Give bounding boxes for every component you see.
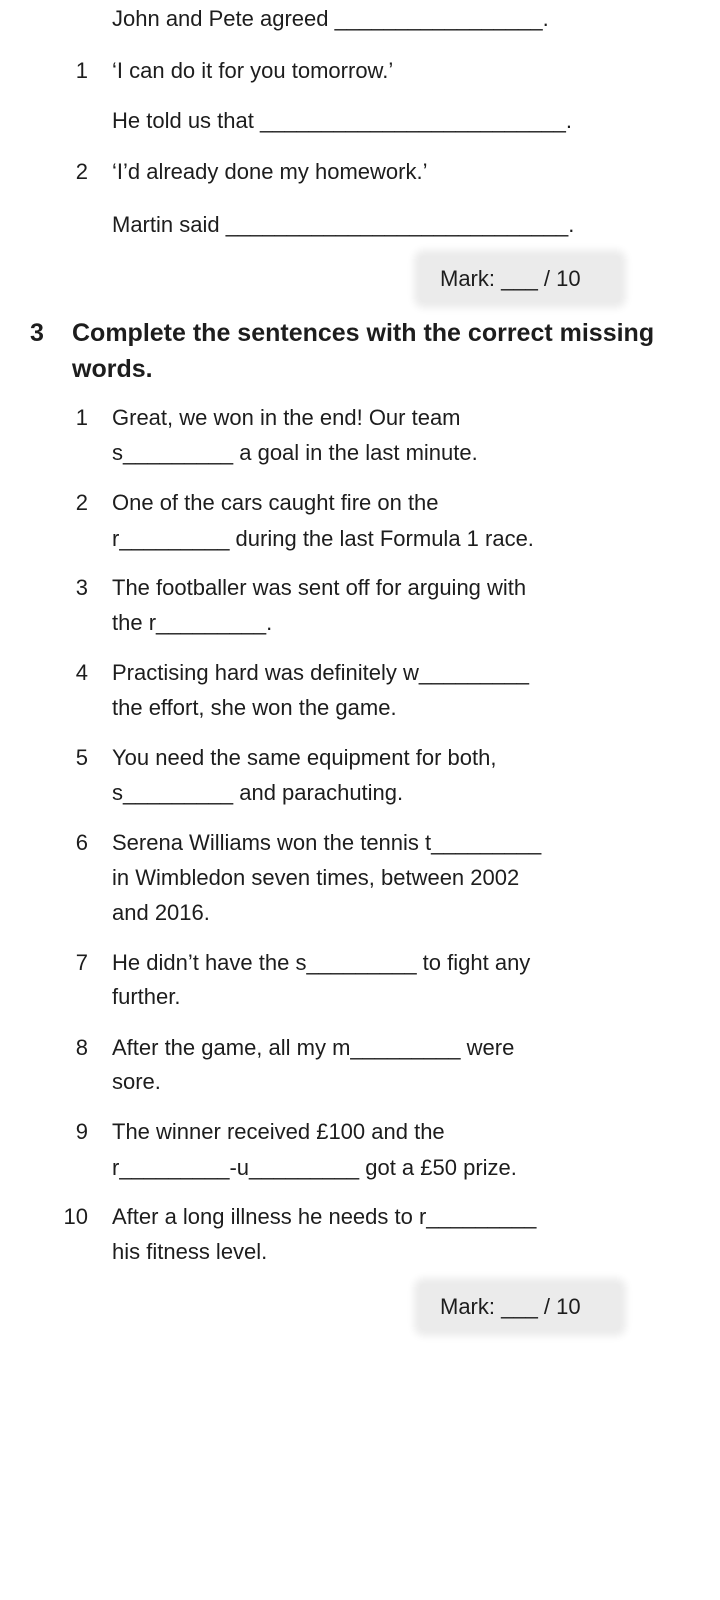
sentence-line: s_________ a goal in the last minute. <box>112 440 478 465</box>
answer-line: Martin said ____________________________. <box>112 212 575 237</box>
section-title: Complete the sentences with the correct missing words. <box>72 319 655 383</box>
item-number: 5 <box>75 745 88 770</box>
item-number: 8 <box>75 1035 88 1060</box>
sentence-line: The winner received £100 and the <box>112 1119 445 1144</box>
item-number: 6 <box>75 830 88 855</box>
sentence-line: Serena Williams won the tennis t_________ <box>112 830 542 855</box>
sentence-line: Practising hard was definitely w_________ <box>112 660 530 685</box>
item-number: 4 <box>75 660 88 685</box>
item-number: 1 <box>75 58 88 83</box>
quote-line: ‘I can do it for you tomorrow.’ <box>112 58 394 83</box>
sentence-line: his fitness level. <box>112 1239 268 1264</box>
answer-line: He told us that _________________________. <box>112 108 572 133</box>
sentence-line: the effort, she won the game. <box>112 695 397 720</box>
sentence-line: in Wimbledon seven times, between 2002 <box>112 865 520 890</box>
mark-box <box>420 256 620 302</box>
quote-line: ‘I’d already done my homework.’ <box>112 159 428 184</box>
sentence-line: r_________-u_________ got a £50 prize. <box>112 1155 517 1180</box>
item-number: 1 <box>75 405 88 430</box>
sentence-line: After the game, all my m_________ were <box>112 1035 515 1060</box>
item-number: 2 <box>75 159 88 184</box>
item-number: 2 <box>75 490 88 515</box>
sentence-line: The footballer was sent off for arguing with <box>112 575 527 600</box>
mark-label: Mark: ___ / 10 <box>440 266 581 291</box>
sentence-line: the r_________. <box>112 610 273 635</box>
sentence-line: After a long illness he needs to r_________ <box>112 1204 537 1229</box>
sentence-line: Great, we won in the end! Our team <box>112 405 461 430</box>
sentence-line: and 2016. <box>112 900 210 925</box>
sentence-line: sore. <box>112 1069 161 1094</box>
item-number: 9 <box>75 1119 88 1144</box>
sentence-line: further. <box>112 984 181 1009</box>
sentence-line: r_________ during the last Formula 1 race. <box>112 526 534 551</box>
item-number: 10 <box>63 1204 88 1229</box>
mark-box <box>420 1284 620 1330</box>
item-number: 7 <box>75 950 88 975</box>
sentence-line: s_________ and parachuting. <box>112 780 404 805</box>
section-number: 3 <box>30 319 44 347</box>
sentence-line: You need the same equipment for both, <box>112 745 497 770</box>
item-number: 3 <box>75 575 88 600</box>
example-answer-line: John and Pete agreed _________________. <box>112 6 549 31</box>
sentence-line: One of the cars caught fire on the <box>112 490 439 515</box>
mark-label: Mark: ___ / 10 <box>440 1294 581 1319</box>
sentence-line: He didn’t have the s_________ to fight any <box>112 950 531 975</box>
